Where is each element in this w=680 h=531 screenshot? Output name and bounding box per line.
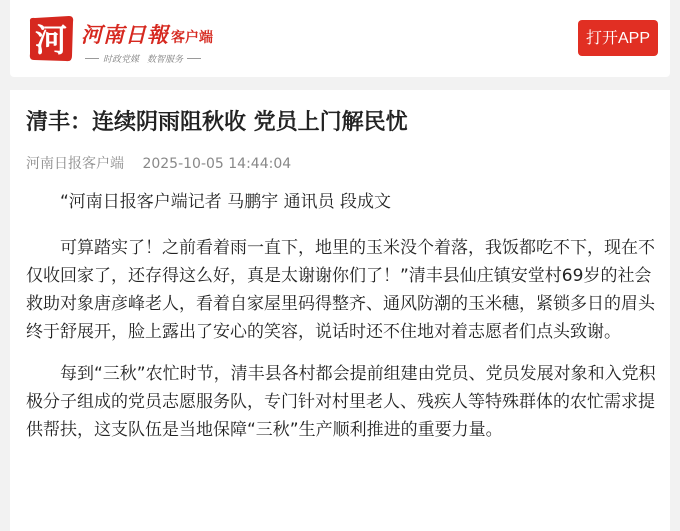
article-datetime: 2025-10-05 14:44:04	[142, 156, 292, 172]
henan-daily-logo[interactable]	[27, 15, 213, 63]
article-card	[10, 90, 670, 531]
article-paragraph: 可算踏实了！之前看着雨一直下，地里的玉米没个着落，我饭都吃不下，现在不仅收回家了，还存得这么好，真是太谢谢你们了！”清丰县仙庄镇安堂村69岁的社会救助对象唐彦峰老人，看着自家屋里码得整齐、通风防潮的玉米穗，紧锁多日的眉头终于舒展开，脸上露出了安心的笑容，说话时还不住地对着志愿者们点头致谢。	[26, 238, 655, 342]
slogan-rule-right	[187, 58, 201, 59]
slogan-right: 数智服务	[147, 55, 184, 65]
slogan-rule-left	[85, 58, 99, 59]
top-header	[10, 0, 670, 77]
logo-slogan	[81, 52, 213, 65]
article-byline: “河南日报客户端记者 马鹏宇 通讯员 段成文	[60, 192, 392, 212]
open-app-button[interactable]: 打开APP	[578, 20, 658, 56]
article-source: 河南日报客户端	[26, 156, 124, 172]
brand-sub: 客户端	[171, 30, 213, 46]
article-meta	[26, 153, 291, 173]
slogan-left: 时政党媒	[103, 55, 140, 65]
brand-name: 河南日報	[81, 22, 169, 47]
logo-mark-icon	[27, 15, 75, 63]
article-body	[26, 188, 658, 458]
article-title: 清丰：连续阴雨阻秋收 党员上门解民忧	[26, 110, 408, 135]
logo-title	[81, 19, 213, 49]
logo-char: 河	[34, 21, 68, 59]
article-paragraph: 每到“三秋”农忙时节，清丰县各村都会提前组建由党员、党员发展对象和入党积极分子组成的党员志愿服务队，专门针对村里老人、残疾人等特殊群体的农忙需求提供帮扶，这支队伍是当地保障“三秋”生产顺利推进的重要力量。	[26, 364, 656, 440]
logo-texts	[81, 19, 213, 65]
